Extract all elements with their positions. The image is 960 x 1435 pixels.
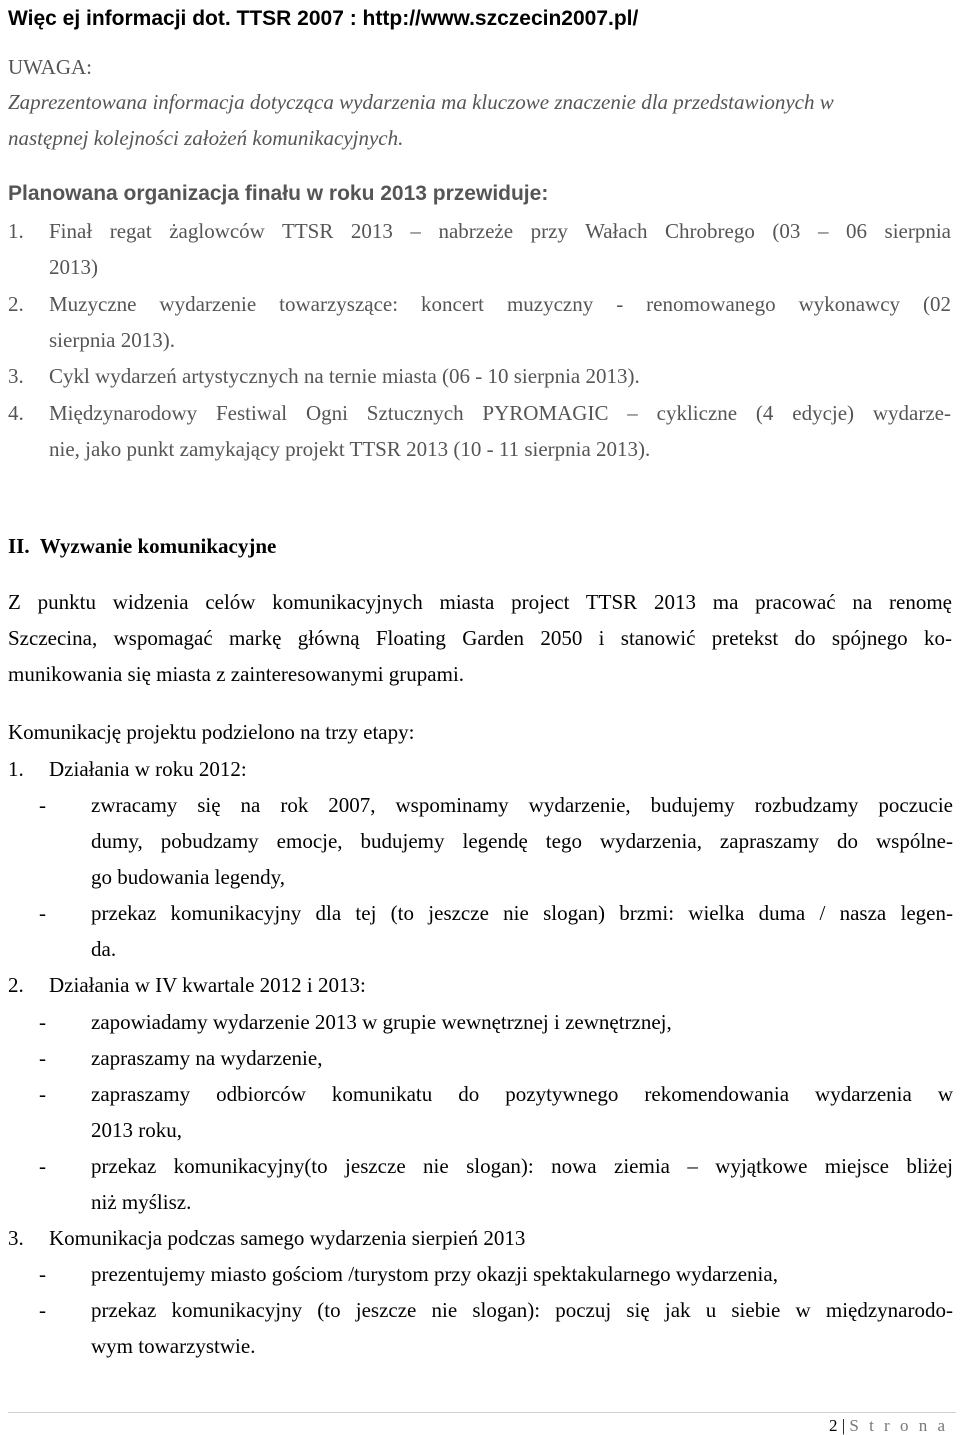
- bullet-line: zapraszamy odbiorców komunikatu do pozytywnego rekomendowania wydarzenia w: [91, 1082, 953, 1106]
- bullet-line: da.: [91, 937, 117, 961]
- bullet-dash: -: [39, 1010, 46, 1034]
- stage-title: Działania w roku 2012:: [49, 757, 247, 781]
- uwaga-label: UWAGA:: [8, 55, 92, 79]
- planned-item-line: Międzynarodowy Festiwal Ogni Sztucznych PYROMAGIC – cykliczne (4 edycje) wydarze-: [49, 401, 951, 425]
- stage-title: Działania w IV kwartale 2012 i 2013:: [49, 973, 366, 997]
- bullet-line: zapowiadamy wydarzenie 2013 w grupie wewnętrznej i zewnętrznej,: [91, 1010, 672, 1034]
- paragraph-line: Szczecina, wspomagać markę główną Floating Garden 2050 i stanowić pretekst do spójnego ko-: [8, 626, 952, 650]
- bullet-dash: -: [39, 1262, 46, 1286]
- page-number: 2: [828, 1416, 838, 1435]
- uwaga-text-line: Zaprezentowana informacja dotycząca wydarzenia ma kluczowe znaczenie dla przedstawionych w: [8, 90, 834, 114]
- uwaga-text-line: następnej kolejności założeń komunikacyjnych.: [8, 126, 404, 150]
- planned-item-number: 1.: [8, 219, 24, 243]
- planned-item-number: 4.: [8, 401, 24, 425]
- stages-intro: Komunikację projektu podzielono na trzy etapy:: [8, 720, 415, 744]
- info-line: Więc ej informacji dot. TTSR 2007 : http://www.szczecin2007.pl/: [8, 7, 639, 30]
- stage-title: Komunikacja podczas samego wydarzenia sierpień 2013: [49, 1226, 526, 1250]
- section-heading: II. Wyzwanie komunikacyjne: [8, 534, 277, 558]
- planned-item-line: sierpnia 2013).: [49, 328, 175, 352]
- paragraph-line: munikowania się miasta z zainteresowanymi grupami.: [8, 662, 465, 686]
- stage-number: 3.: [8, 1226, 24, 1250]
- bullet-dash: -: [39, 1154, 46, 1178]
- bullet-dash: -: [39, 1082, 46, 1106]
- planned-heading: Planowana organizacja finału w roku 2013 przewiduje:: [8, 182, 549, 205]
- bullet-line: wym towarzystwie.: [91, 1334, 256, 1358]
- stage-number: 2.: [8, 973, 24, 997]
- bullet-dash: -: [39, 901, 46, 925]
- bullet-line: go budowania legendy,: [91, 865, 286, 889]
- footer-divider: [8, 1412, 956, 1413]
- bullet-dash: -: [39, 1298, 46, 1322]
- bullet-line: 2013 roku,: [91, 1118, 182, 1142]
- page-word: S t r o n a: [849, 1416, 948, 1435]
- bullet-line: niż myślisz.: [91, 1190, 192, 1214]
- footer-separator: |: [841, 1416, 846, 1435]
- paragraph-line: Z punktu widzenia celów komunikacyjnych miasta project TTSR 2013 ma pracować na renomę: [8, 590, 952, 614]
- planned-item-line: nie, jako punkt zamykający projekt TTSR 2013 (10 - 11 sierpnia 2013).: [49, 437, 651, 461]
- planned-item-number: 3.: [8, 364, 24, 388]
- page-footer: [829, 1417, 948, 1434]
- stage-number: 1.: [8, 757, 24, 781]
- planned-item-line: Muzyczne wydarzenie towarzyszące: koncert muzyczny - renomowanego wykonawcy (02: [49, 292, 951, 316]
- bullet-line: zapraszamy na wydarzenie,: [91, 1046, 323, 1070]
- planned-item-line: 2013): [49, 255, 98, 279]
- bullet-line: zwracamy się na rok 2007, wspominamy wydarzenie, budujemy rozbudzamy poczucie: [91, 793, 953, 817]
- bullet-line: prezentujemy miasto gościom /turystom przy okazji spektakularnego wydarzenia,: [91, 1262, 778, 1286]
- planned-item-number: 2.: [8, 292, 24, 316]
- bullet-dash: -: [39, 793, 46, 817]
- bullet-line: dumy, pobudzamy emocje, budujemy legendę tego wydarzenia, zapraszamy do wspólne-: [91, 829, 953, 853]
- bullet-line: przekaz komunikacyjny(to jeszcze nie slogan): nowa ziemia – wyjątkowe miejsce bliżej: [91, 1154, 953, 1178]
- planned-item-line: Finał regat żaglowców TTSR 2013 – nabrzeże przy Wałach Chrobrego (03 – 06 sierpnia: [49, 219, 951, 243]
- bullet-line: przekaz komunikacyjny (to jeszcze nie slogan): poczuj się jak u siebie w międzynarodo-: [91, 1298, 953, 1322]
- planned-item-line: Cykl wydarzeń artystycznych na ternie miasta (06 - 10 sierpnia 2013).: [49, 364, 640, 388]
- bullet-dash: -: [39, 1046, 46, 1070]
- bullet-line: przekaz komunikacyjny dla tej (to jeszcze nie slogan) brzmi: wielka duma / nasza legen-: [91, 901, 953, 925]
